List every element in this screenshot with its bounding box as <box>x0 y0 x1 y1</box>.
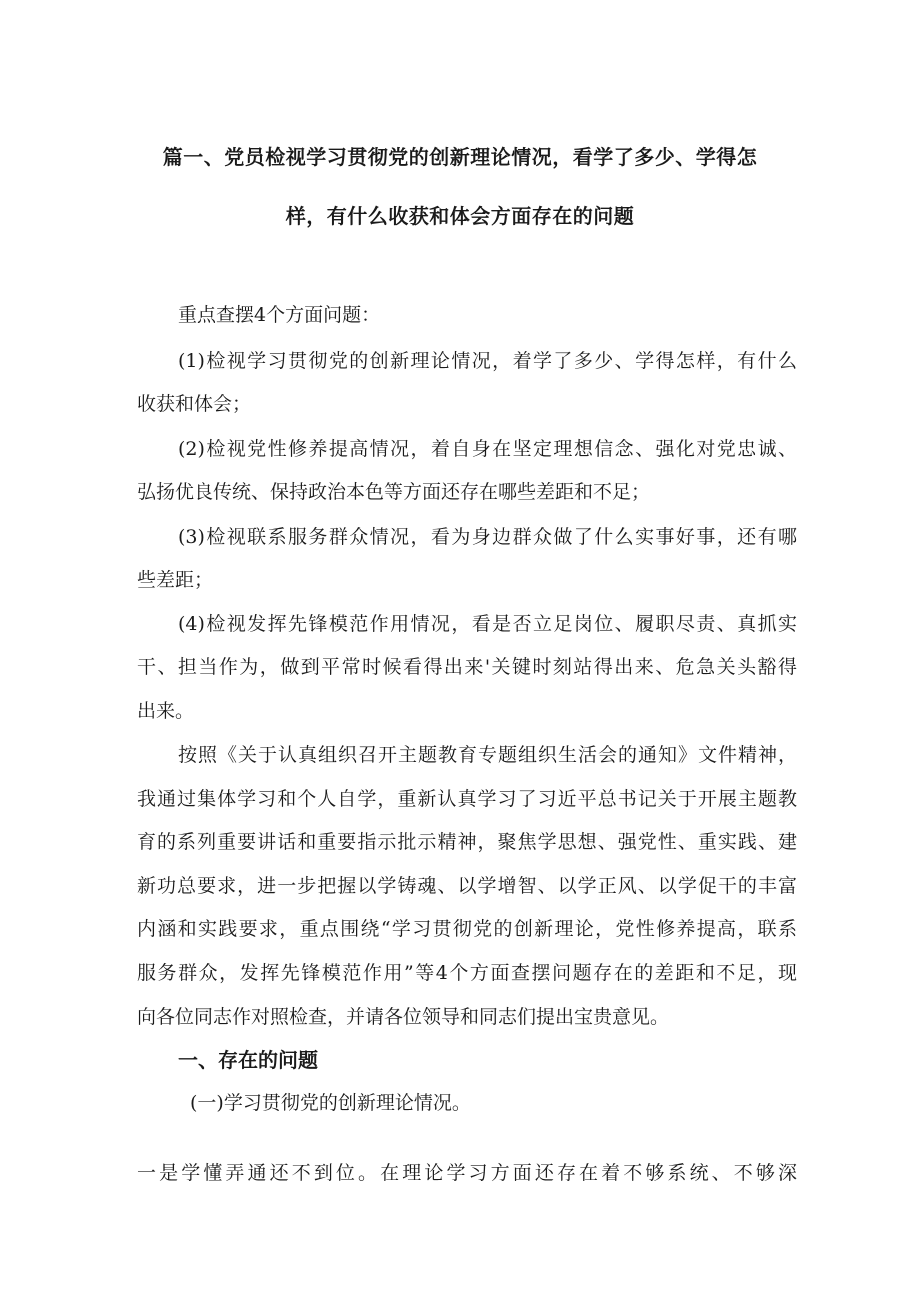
paragraph-line-6: 服务群众，发挥先锋模范作用”等4个方面查摆问题存在的差距和不足，现 <box>137 962 797 984</box>
document-title-line-2: 样，有什么收获和体会方面存在的问题 <box>285 204 635 228</box>
intro-text: 重点查摆4个方面问题： <box>178 304 381 326</box>
item-3-line-2: 些差距； <box>137 569 214 591</box>
item-4-line-3: 出来。 <box>137 700 195 722</box>
item-1-line-2: 收获和体会； <box>137 393 252 415</box>
paragraph-line-5: 内涵和实践要求，重点围绕“学习贯彻党的创新理论，党性修养提高，联系 <box>137 918 797 940</box>
paragraph-line-4: 新功总要求，进一步把握以学铸魂、以学增智、以学正风、以学促干的丰富 <box>137 875 797 897</box>
item-3-line-1: (3)检视联系服务群众情况，看为身边群众做了什么实事好事，还有哪 <box>178 526 797 548</box>
item-4-line-1: (4)检视发挥先锋模范作用情况，看是否立足岗位、履职尽责、真抓实 <box>178 613 797 635</box>
paragraph-line-2: 我通过集体学习和个人自学，重新认真学习了习近平总书记关于开展主题教 <box>137 788 797 810</box>
document-title-line-1: 篇一、党员检视学习贯彻党的创新理论情况，看学了多少、学得怎 <box>162 145 758 169</box>
item-2-line-2: 弘扬优良传统、保持政治本色等方面还存在哪些差距和不足； <box>137 481 651 503</box>
paragraph-line-1: 按照《关于认真组织召开主题教育专题组织生活会的通知》文件精神， <box>178 744 797 766</box>
item-1-line-1: (1)检视学习贯彻党的创新理论情况，着学了多少、学得怎样，有什么 <box>178 350 797 372</box>
item-4-line-2: 干、担当作为，做到平常时候看得出来'关键时刻站得出来、危急关头豁得 <box>137 656 797 678</box>
subsection-heading: (一)学习贯彻党的创新理论情况。 <box>190 1092 471 1114</box>
item-2-line-1: (2)检视党性修养提高情况，着自身在坚定理想信念、强化对党忠诚、 <box>178 438 797 460</box>
body-text-line: 一是学懂弄通还不到位。在理论学习方面还存在着不够系统、不够深 <box>137 1162 797 1184</box>
paragraph-line-7: 向各位同志作对照检查，并请各位领导和同志们提出宝贵意见。 <box>137 1006 670 1028</box>
paragraph-line-3: 育的系列重要讲话和重要指示批示精神，聚焦学思想、强党性、重实践、建 <box>137 831 797 853</box>
section-heading: 一、存在的问题 <box>178 1048 318 1072</box>
